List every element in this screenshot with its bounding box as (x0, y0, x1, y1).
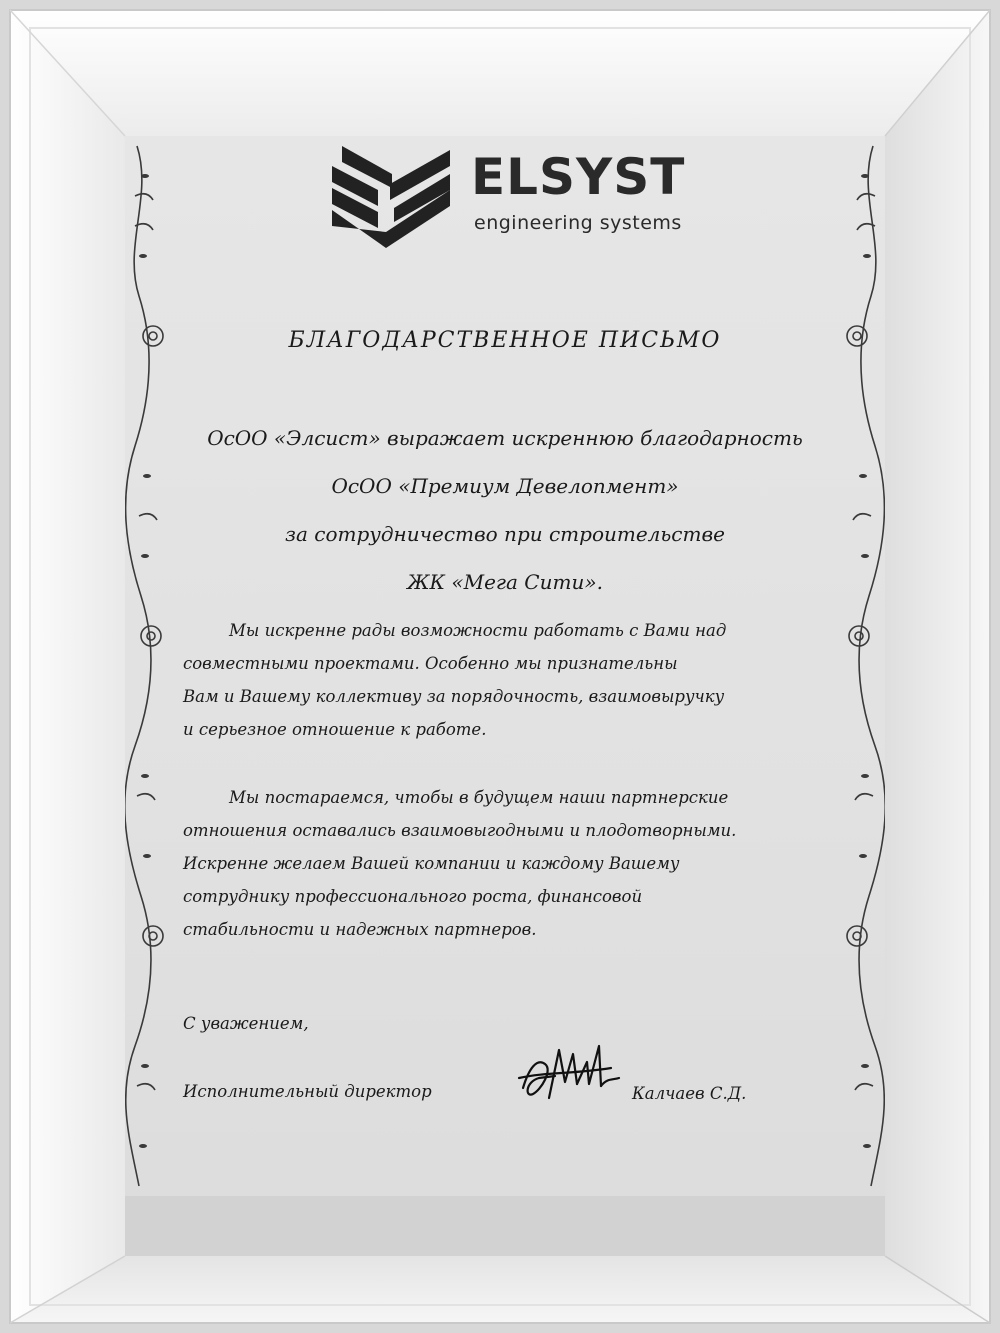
paragraph-line: и серьезное отношение к работе. (183, 720, 487, 739)
left-ornament-border (125, 136, 165, 1196)
paragraph-line: Искренне желаем Вашей компании и каждому Вашему (183, 854, 680, 873)
letter-title: БЛАГОДАРСТВЕННОЕ ПИСЬМО (288, 328, 722, 353)
paragraph-line: Мы постараемся, чтобы в будущем наши партнерские (229, 788, 729, 807)
brand-name: ELSYST (471, 148, 686, 206)
sheet-lower-strip (125, 1196, 885, 1256)
closing-salutation: С уважением, (183, 1014, 309, 1033)
handwritten-signature (515, 1038, 625, 1108)
center-line: за сотрудничество при строительстве (285, 522, 725, 546)
letter-sheet (125, 136, 885, 1256)
brand-tagline: engineering systems (474, 212, 682, 234)
paragraph-line: стабильности и надежных партнеров. (183, 920, 537, 939)
signer-name: Калчаев С.Д. (632, 1084, 747, 1103)
paragraph-line: Мы искренне рады возможности работать с Вами над (229, 621, 727, 640)
paragraph-line: сотруднику профессионального роста, финансовой (183, 887, 643, 906)
paragraph-line: Вам и Вашему коллективу за порядочность, взаимовыручку (183, 687, 725, 706)
center-line: ОсОО «Премиум Девелопмент» (331, 474, 679, 498)
paragraph-line: отношения оставались взаимовыгодными и плодотворными. (183, 821, 737, 840)
center-line: ЖК «Мега Сити». (407, 570, 603, 594)
signer-role: Исполнительный директор (183, 1082, 432, 1101)
center-line: ОсОО «Элсист» выражает искреннюю благодарность (207, 426, 803, 450)
paragraph-wishes (183, 781, 823, 946)
paragraph-line: совместными проектами. Особенно мы признательны (183, 654, 678, 673)
right-ornament-border (845, 136, 885, 1196)
paragraph-gratitude (183, 614, 823, 746)
